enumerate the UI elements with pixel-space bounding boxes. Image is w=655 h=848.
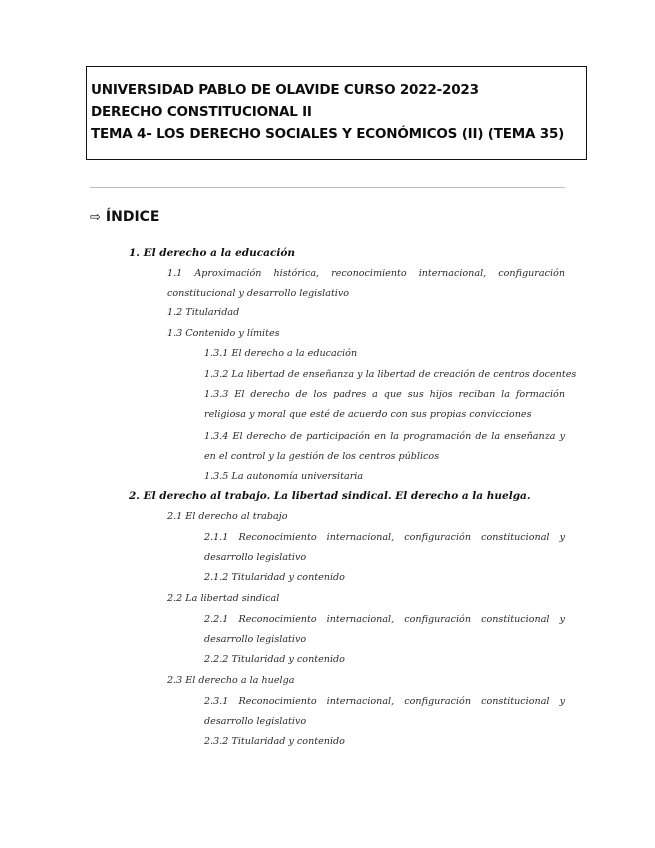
toc-entry-2-3-2: 2.3.2 Titularidad y contenido <box>204 736 345 747</box>
toc-entry-2-3: 2.3 El derecho a la huelga <box>167 675 295 686</box>
right-arrow-icon: ⇨ <box>90 210 101 225</box>
horizontal-divider <box>90 187 565 188</box>
toc-entry-2-1-1: 2.1.1 Reconocimiento internacional, configuración constitucional y desarrollo legislativo <box>204 532 565 563</box>
toc-entry-2-3-1: 2.3.1 Reconocimiento internacional, configuración constitucional y desarrollo legislativo <box>204 696 565 727</box>
header-subject: DERECHO CONSTITUCIONAL II <box>91 104 312 120</box>
header-topic: TEMA 4- LOS DERECHO SOCIALES Y ECONÓMICOS (II) (TEMA 35) <box>91 126 565 142</box>
toc-entry-1-3-1: 1.3.1 El derecho a la educación <box>204 348 358 359</box>
toc-entry-2-1: 2.1 El derecho al trabajo <box>167 511 288 522</box>
toc-entry-1-2: 1.2 Titularidad <box>167 307 240 318</box>
toc-entry-2: 2. El derecho al trabajo. La libertad sindical. El derecho a la huelga. <box>129 490 531 502</box>
toc-entry-2-2: 2.2 La libertad sindical <box>167 593 280 604</box>
header-university-course: UNIVERSIDAD PABLO DE OLAVIDE CURSO 2022-2023 <box>91 82 479 98</box>
toc-entry-1-3-4: 1.3.4 El derecho de participación en la programación de la enseñanza y en el control y la gestión de los centros públicos <box>204 431 565 462</box>
toc-entry-2-2-1: 2.2.1 Reconocimiento internacional, configuración constitucional y desarrollo legislativo <box>204 614 565 645</box>
toc-entry-2-2-2: 2.2.2 Titularidad y contenido <box>204 654 345 665</box>
toc-entry-1-3: 1.3 Contenido y límites <box>167 328 280 339</box>
toc-entry-1: 1. El derecho a la educación <box>129 247 295 259</box>
toc-entry-1-3-3: 1.3.3 El derecho de los padres a que sus hijos reciban la formación religiosa y moral que esté de acuerdo con sus propias convicciones <box>204 389 565 420</box>
index-title-text: ÍNDICE <box>105 209 160 225</box>
toc-entry-1-1: 1.1 Aproximación histórica, reconocimiento internacional, configuración constitucional y desarrollo legislativo <box>167 268 565 299</box>
toc-entry-2-1-2: 2.1.2 Titularidad y contenido <box>204 572 345 583</box>
index-heading <box>90 209 160 225</box>
toc-entry-1-3-5: 1.3.5 La autonomía universitaria <box>204 471 364 482</box>
course-header-box <box>86 66 587 160</box>
toc-entry-1-3-2: 1.3.2 La libertad de enseñanza y la libertad de creación de centros docentes <box>204 369 577 380</box>
